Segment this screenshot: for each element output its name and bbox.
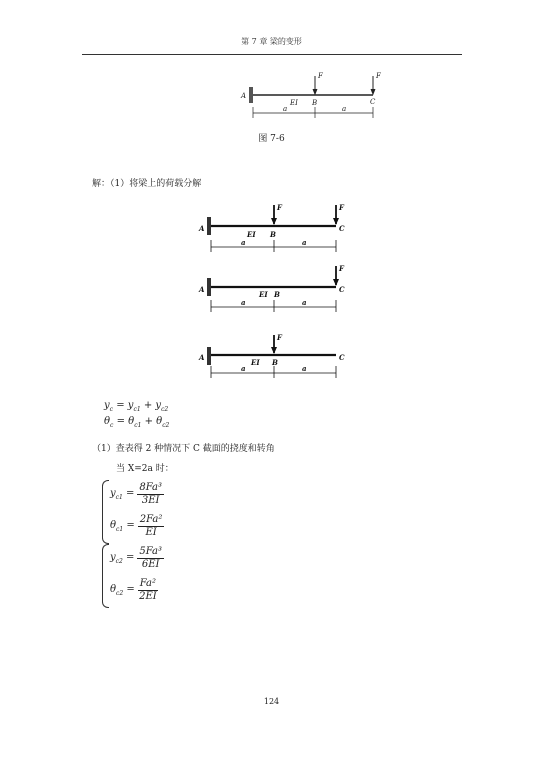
b3-label-a: A xyxy=(199,353,205,362)
formula-yc1: $y_{c1}$ = $\frac{\text{8Fa³}}{3EI}$ xyxy=(110,482,162,506)
dim-a-2: a xyxy=(342,105,347,113)
b2-label-ei: EI xyxy=(259,290,268,299)
rotation-superposition: $\theta_c = \theta_{c1} + \theta_{c2}$ xyxy=(104,416,170,429)
page-number: 124 xyxy=(263,697,280,706)
b1-label-c: C xyxy=(339,224,345,233)
b1-dim-1: a xyxy=(241,238,246,247)
b1-dim-2: a xyxy=(302,238,307,247)
label-f-c: F xyxy=(376,72,381,80)
label-c: C xyxy=(370,98,376,106)
label-ei: EI xyxy=(290,99,298,107)
beam-diagram-3 xyxy=(198,333,345,378)
figure-caption: 图 7-6 xyxy=(258,134,285,144)
brace-case-1 xyxy=(102,480,109,544)
figure-7-6 xyxy=(0,0,543,140)
formula-yc2: $y_{c2}$ = $\frac{\text{5Fa³}}{6EI}$ xyxy=(110,546,162,570)
b1-label-f-b: F xyxy=(277,203,282,212)
b3-label-ei: EI xyxy=(251,358,260,367)
b3-label-f-b: F xyxy=(277,333,282,342)
b1-label-ei: EI xyxy=(247,230,256,239)
label-f-b: F xyxy=(318,72,323,80)
b3-label-c: C xyxy=(339,353,345,362)
b3-dim-1: a xyxy=(241,364,246,373)
b1-label-b: B xyxy=(270,230,276,239)
b2-label-a: A xyxy=(199,285,205,294)
formula-thetac2: $\theta_{c2}$ = $\frac{\text{Fa²}}{2EI}$ xyxy=(110,578,157,602)
brace-case-2 xyxy=(102,544,109,608)
deflection-superposition: $y_c = y_{c1} + y_{c2}$ xyxy=(104,400,169,413)
b2-label-b: B xyxy=(274,290,280,299)
b2-label-c: C xyxy=(339,285,345,294)
b2-dim-1: a xyxy=(241,298,246,307)
beam-diagram-2 xyxy=(198,264,345,312)
formula-thetac1: $\theta_{c1}$ = $\frac{\text{2Fa²}}{EI}$ xyxy=(110,514,163,538)
label-b: B xyxy=(312,99,318,107)
step-1-text: （1）查表得 2 种情况下 C 截面的挠度和转角 xyxy=(92,444,275,454)
dim-a-1: a xyxy=(283,105,288,113)
wall-support xyxy=(249,87,253,103)
solution-intro: 解：（1）将梁上的荷载分解 xyxy=(92,179,202,189)
condition-text: 当 X=2a 时： xyxy=(116,464,174,474)
b3-label-b: B xyxy=(272,358,278,367)
beam-diagram-1 xyxy=(198,203,345,252)
load-decomposition-diagrams xyxy=(0,190,543,390)
b1-label-f-c: F xyxy=(339,203,344,212)
b3-dim-2: a xyxy=(302,364,307,373)
running-header: 第 7 章 梁的变形 xyxy=(241,37,302,46)
b2-dim-2: a xyxy=(302,298,307,307)
b1-label-a: A xyxy=(199,224,205,233)
b2-label-f-c: F xyxy=(339,264,344,273)
label-a: A xyxy=(241,92,247,100)
